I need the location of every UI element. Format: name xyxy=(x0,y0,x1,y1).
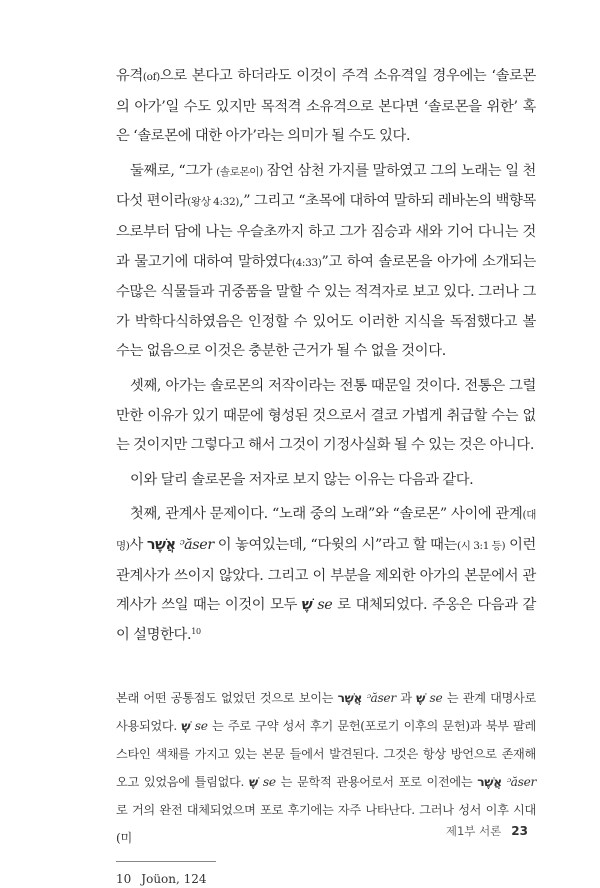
hebrew-word: שֶׁ xyxy=(301,597,313,614)
transliteration: se xyxy=(317,597,333,614)
text-run: 이 놓여있는데, “다윗의 시”라고 할 때는 xyxy=(213,536,458,553)
small-annotation: (왕상 4:32) xyxy=(187,196,240,209)
text-run: 첫째, 관계사 문제이다. “노래 중의 노래”와 “솔로몬” 사이에 관계 xyxy=(130,506,523,523)
body-text xyxy=(116,62,536,650)
small-annotation: (of) xyxy=(142,71,160,83)
small-annotation: (대명) xyxy=(116,509,536,552)
small-annotation: (솔로몬이) xyxy=(216,165,263,178)
page-body xyxy=(116,62,536,888)
running-section-title: 제1부 서론 xyxy=(445,824,502,838)
text-run: 셋째, 아가는 솔로몬의 저작이라는 전통 때문일 것이다. 전통은 그럴 만한 이유가 있기 때문에 형성된 것으로서 결코 가볍게 취급할 수는 없는 것이지만 그렇다고 해서 그것이 기정사실화 될 수 있는 것은 아니다. xyxy=(116,377,536,454)
footnote-ref: 10 xyxy=(191,626,201,636)
text-run: 본래 어떤 공통점도 없었던 것으로 보이는 xyxy=(116,691,338,706)
text-run: 유격 xyxy=(116,68,143,84)
footnote-rule xyxy=(116,861,216,862)
page-number: 23 xyxy=(511,824,528,838)
paragraph-p1 xyxy=(116,62,536,152)
paragraph-p4 xyxy=(116,466,536,496)
text-run: ,” 그리고 “초목에 대하여 말하되 레바논의 백향목으로부터 담에 나는 우슬초까지 하고 그가 짐승과 새와 기어 다니는 것과 물고기에 대하여 말하였다 xyxy=(116,193,536,270)
text-run: 로 거의 완전 대체되었으며 포로 후기에는 자주 나타난다. 그러나 성서 이후 시대(미 xyxy=(116,803,536,846)
text-run: 는 문학적 관용어로서 포로 이전에는 xyxy=(275,775,478,790)
transliteration: ᵓăser xyxy=(179,536,214,553)
small-annotation: (시 3:1 등) xyxy=(457,539,506,552)
hebrew-word: אֲשֶׁר xyxy=(337,691,363,706)
text-run: 사 xyxy=(129,536,147,553)
running-footer xyxy=(446,823,528,839)
text-run: 로 대체되었다. 주옹은 다음과 같이 설명한다. xyxy=(116,597,536,643)
footnote-text: Joüon, 124 xyxy=(141,872,207,887)
hebrew-word: שֶׁ xyxy=(416,691,426,706)
paragraph-p3 xyxy=(116,372,536,461)
text-run: 이런 관계사가 쓰이지 않았다. 그리고 이 부분을 제외한 아가의 본문에서 관계사가 쓰일 때는 이것이 모두 xyxy=(116,536,537,614)
transliteration: se xyxy=(429,691,443,706)
hebrew-word: שֶׁ xyxy=(249,775,258,790)
transliteration: ᵓăser xyxy=(366,691,396,706)
paragraph-p2 xyxy=(116,157,536,367)
hebrew-word: שֶׁ xyxy=(181,719,191,734)
transliteration: se xyxy=(194,719,208,734)
text-run: 잠언 삼천 가지를 말하였고 그의 노래는 일 천 다섯 편이라 xyxy=(116,162,536,210)
hebrew-word: אֲשֶׁר xyxy=(477,775,502,790)
footnote-number: 10 xyxy=(116,872,132,887)
hebrew-word: אֲשֶׁר xyxy=(146,536,176,553)
footnote xyxy=(116,870,536,888)
text-run: 이와 달리 솔로몬을 저자로 보지 않는 이유는 다음과 같다. xyxy=(130,471,474,488)
paragraph-p5 xyxy=(116,500,536,650)
text-run: 둘째로, “그가 xyxy=(130,162,217,179)
text-run: 는 주로 구약 성서 후기 문헌(포로기 이후의 문헌)과 북부 팔레스타인 색채를 가지고 있는 본문 들에서 발견된다. 그것은 항상 방언으로 존재해 오고 있었음에 틀림없다. xyxy=(116,719,536,790)
text-run: 는 관계 대명사로 사용되었다. xyxy=(116,691,536,734)
text-run: ”고 하여 솔로몬을 아가에 소개되는 수많은 식물들과 귀중품을 말할 수 있는 적격자로 보고 있다. 그러나 그가 박학다식하였음은 인정할 수 있어도 이러한 지식을 독점했다고 볼 수는 없음으로 이것은 충분한 근거가 될 수 없을 것이다. xyxy=(116,253,536,360)
small-annotation: (4:33) xyxy=(291,256,322,269)
text-run: 으로 본다고 하더라도 이것이 주격 소유격일 경우에는 ‘솔로몬의 아가’일 수도 있지만 목적격 소유격으로 본다면 ‘솔로몬을 위한’ 혹은 ‘솔로몬에 대한 아가’라는 의미가 될 수도 있다. xyxy=(116,68,536,145)
transliteration: ᵓăser xyxy=(506,775,537,790)
text-run: 과 xyxy=(395,691,417,706)
transliteration: se xyxy=(262,775,276,790)
